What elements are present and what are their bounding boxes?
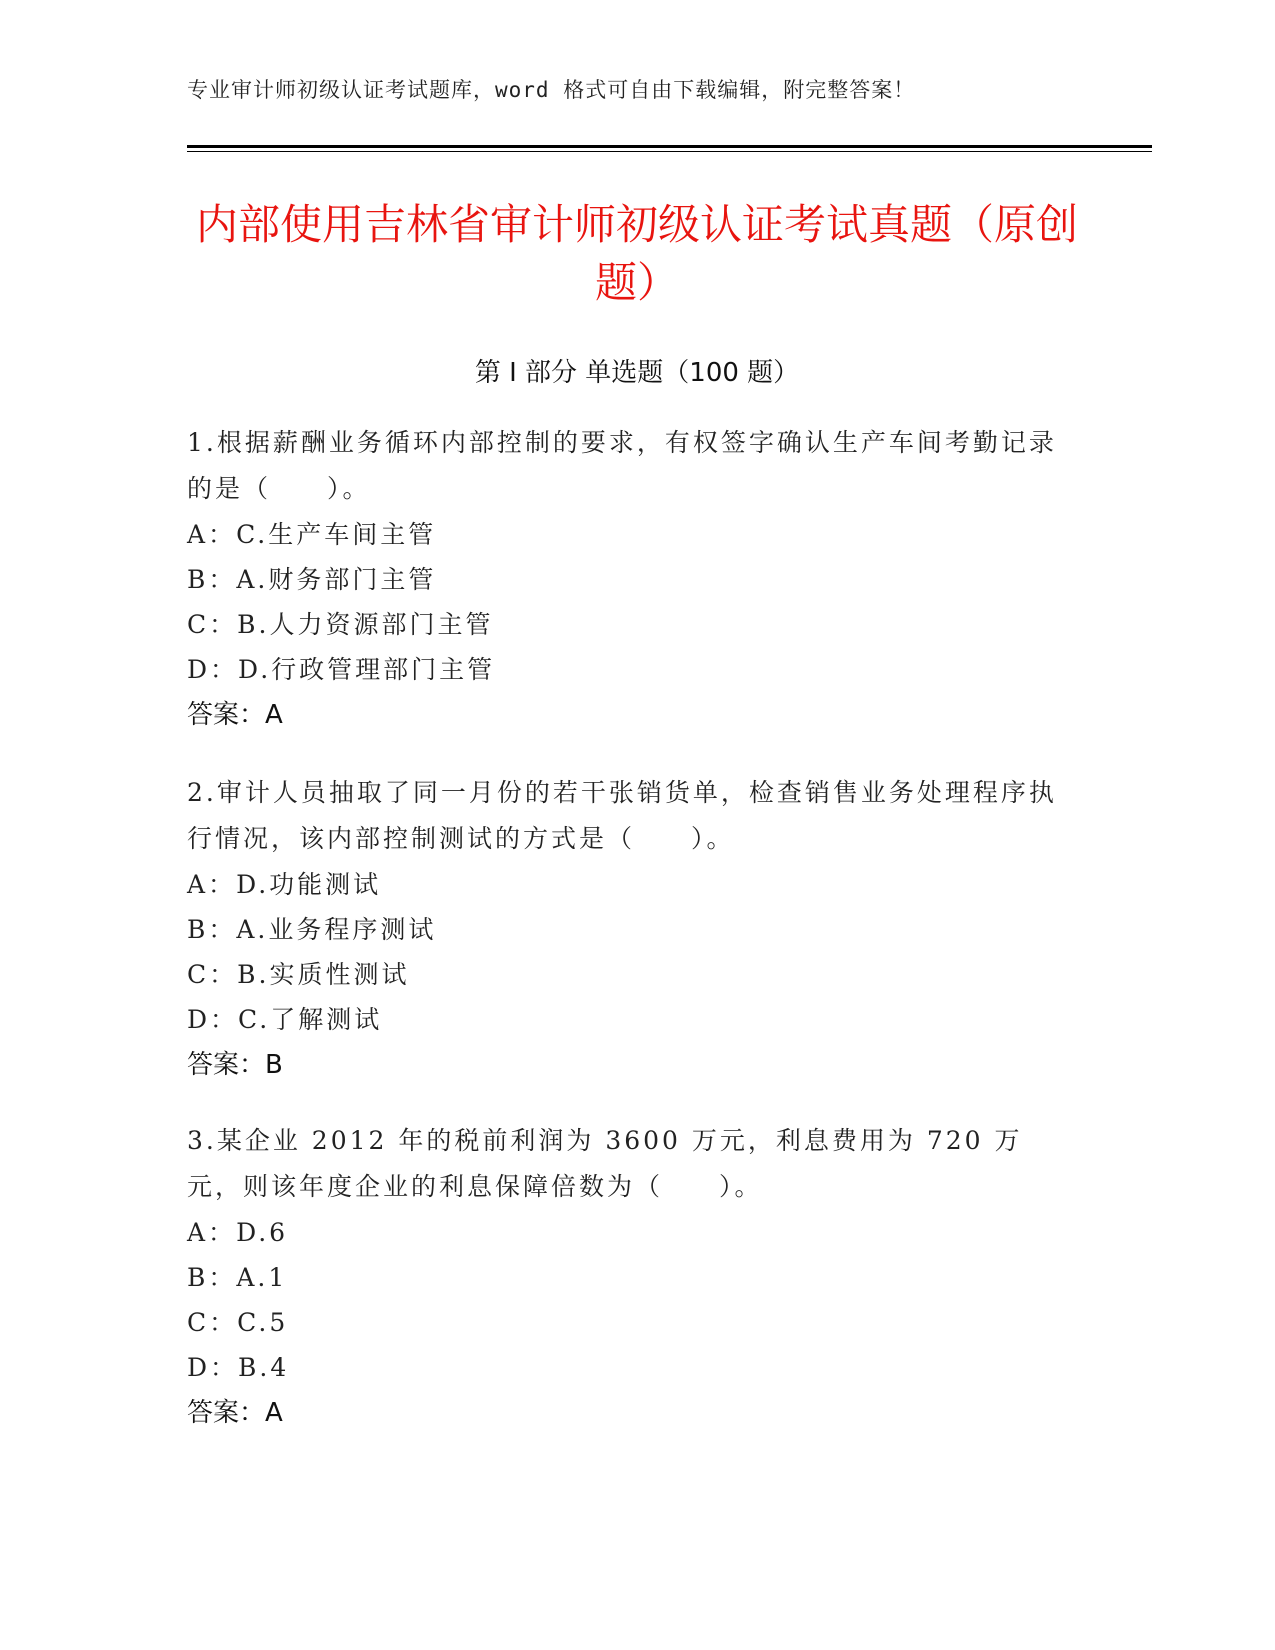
option-letter: D： [187, 655, 239, 684]
answer-line [187, 1390, 1067, 1436]
option-letter: C： [187, 960, 238, 989]
option-letter: A： [187, 870, 237, 899]
option-text: A.1 [236, 1263, 288, 1292]
header-note: 专业审计师初级认证考试题库，word 格式可自由下载编辑，附完整答案！ [187, 78, 916, 102]
option-letter: B： [187, 565, 237, 594]
option-letter: C： [187, 1308, 238, 1337]
option-text: C.了解测试 [238, 1005, 383, 1034]
option-text: A.财务部门主管 [236, 565, 437, 594]
question-stem: 2.审计人员抽取了同一月份的若干张销货单，检查销售业务处理程序执行情况，该内部控制测试的方式是（ ）。 [187, 778, 1057, 853]
option-d [187, 1345, 1067, 1390]
option-c [187, 1300, 1067, 1345]
option-a [187, 862, 1067, 907]
option-c [187, 952, 1067, 997]
answer-value: A [265, 1398, 283, 1428]
option-text: B.4 [238, 1353, 290, 1382]
option-text: B.人力资源部门主管 [237, 610, 494, 639]
option-d [187, 997, 1067, 1042]
option-d [187, 647, 1067, 692]
option-text: D.6 [236, 1218, 289, 1247]
option-a [187, 512, 1067, 557]
answer-value: B [265, 1050, 283, 1080]
option-text: D.功能测试 [236, 870, 382, 899]
option-letter: A： [187, 1218, 237, 1247]
question-1 [187, 420, 1067, 738]
answer-line [187, 1042, 1067, 1088]
answer-label: 答案： [187, 1398, 266, 1428]
option-b [187, 557, 1067, 602]
option-letter: B： [187, 1263, 237, 1292]
option-text: D.行政管理部门主管 [238, 655, 496, 684]
option-text: C.5 [237, 1308, 289, 1337]
option-c [187, 602, 1067, 647]
header-rule-thin [187, 151, 1152, 152]
option-b [187, 1255, 1067, 1300]
section-title: 第 I 部分 单选题（100 题） [474, 358, 800, 388]
document-title: 内部使用吉林省审计师初级认证考试真题（原创题） [195, 200, 1078, 307]
question-stem: 3.某企业 2012 年的税前利润为 3600 万元，利息费用为 720 万元，则该年度企业的利息保障倍数为（ ）。 [187, 1126, 1023, 1201]
option-a [187, 1210, 1067, 1255]
option-text: B.实质性测试 [237, 960, 410, 989]
option-letter: C： [187, 610, 238, 639]
question-stem: 1.根据薪酬业务循环内部控制的要求，有权签字确认生产车间考勤记录的是（ ）。 [187, 428, 1057, 503]
answer-label: 答案： [187, 700, 266, 730]
option-text: A.业务程序测试 [236, 915, 437, 944]
option-text: C.生产车间主管 [236, 520, 437, 549]
option-letter: A： [187, 520, 237, 549]
answer-label: 答案： [187, 1050, 266, 1080]
answer-line [187, 692, 1067, 738]
option-b [187, 907, 1067, 952]
option-letter: D： [187, 1005, 239, 1034]
question-3 [187, 1118, 1067, 1436]
header-rule-thick [187, 145, 1152, 148]
option-letter: B： [187, 915, 237, 944]
answer-value: A [265, 700, 283, 730]
option-letter: D： [187, 1353, 239, 1382]
question-2 [187, 770, 1067, 1088]
